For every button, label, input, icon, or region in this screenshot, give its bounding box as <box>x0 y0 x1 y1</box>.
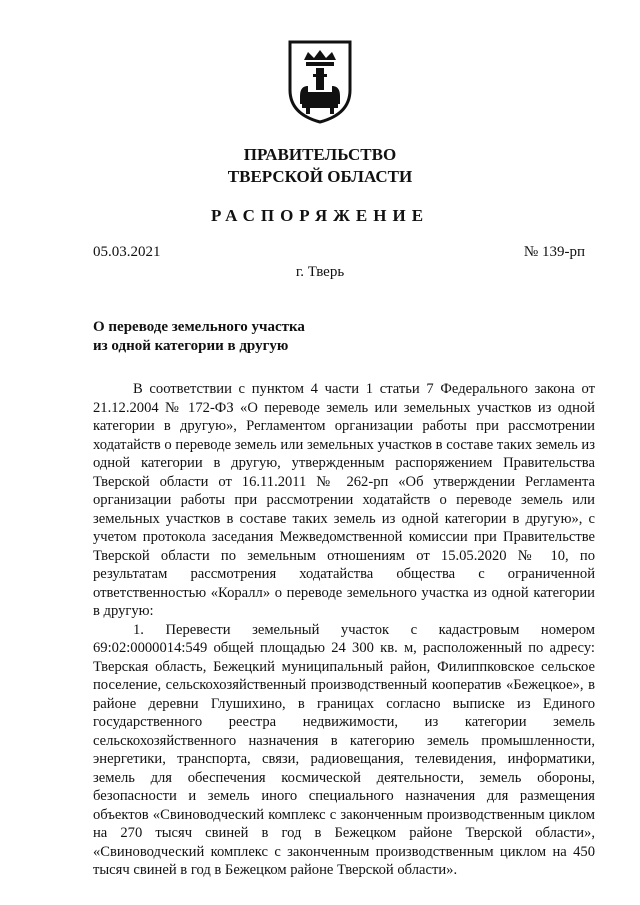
org-name-line1: ПРАВИТЕЛЬСТВО <box>243 145 397 164</box>
document-date: 05.03.2021 <box>93 244 161 260</box>
subject-line2: из одной категории в другую <box>93 338 289 354</box>
coat-of-arms-icon <box>286 38 354 124</box>
document-body <box>93 380 595 880</box>
body-paragraph-preamble: В соответствии с пунктом 4 части 1 статьи 7 Федерального закона от 21.12.2004 № 172-ФЗ «О переводе земель или земельных участков из одной категории в другую», Регламентом организации работы при рассмотрении ходатайств о переводе земель или земельных участков в составе таких земель из одной категории в другую, утвержденным распоряжением Правительства Тверской области от 16.11.2011 № 262-рп «Об утверждении Регламента организации работы при рассмотрении ходатайств о переводе земель или земельных участков в составе таких земель из одной категории в другую», с учетом протокола заседания Межведомственной комиссии при Правительстве Тверской области по земельным отношениям от 15.05.2020 № 10, по результатам рассмотрения ходатайства общества с ограниченной ответственностью «Коралл» о переводе земельного участка из одной категории в другую: <box>93 381 595 619</box>
body-paragraph-item-1: 1. Перевести земельный участок с кадастровым номером 69:02:0000014:549 общей площадью 24 300 кв. м, расположенный по адресу: Тверская область, Бежецкий муниципальный район, Филиппковское сельское поселение, сельскохозяйственный производственный кооператив «Бежецкое», в районе деревни Глушихино, в границах согласно выписке из Единого государственного реестра недвижимости, из категории земель сельскохозяйственного назначения в категорию земель промышленности, энергетики, транспорта, связи, радиовещания, телевидения, информатики, земель для обеспечения космической деятельности, земель обороны, безопасности и земель иного специального назначения для размещения объектов «Свиноводческий комплекс с законченным производственным циклом на 270 тысяч свиней в год в Бежецком районе Тверской области», «Свиноводческий комплекс с законченным производственным циклом на 450 тысяч свиней в год в Бежецком районе Тверской области». <box>93 621 595 878</box>
document-subject <box>93 318 305 356</box>
document-number: № 139-рп <box>523 244 585 260</box>
org-name-line2: ТВЕРСКОЙ ОБЛАСТИ <box>227 167 413 186</box>
document-type: РАСПОРЯЖЕНИЕ <box>210 206 430 225</box>
subject-line1: О переводе земельного участка <box>93 319 305 335</box>
document-city: г. Тверь <box>295 264 345 280</box>
